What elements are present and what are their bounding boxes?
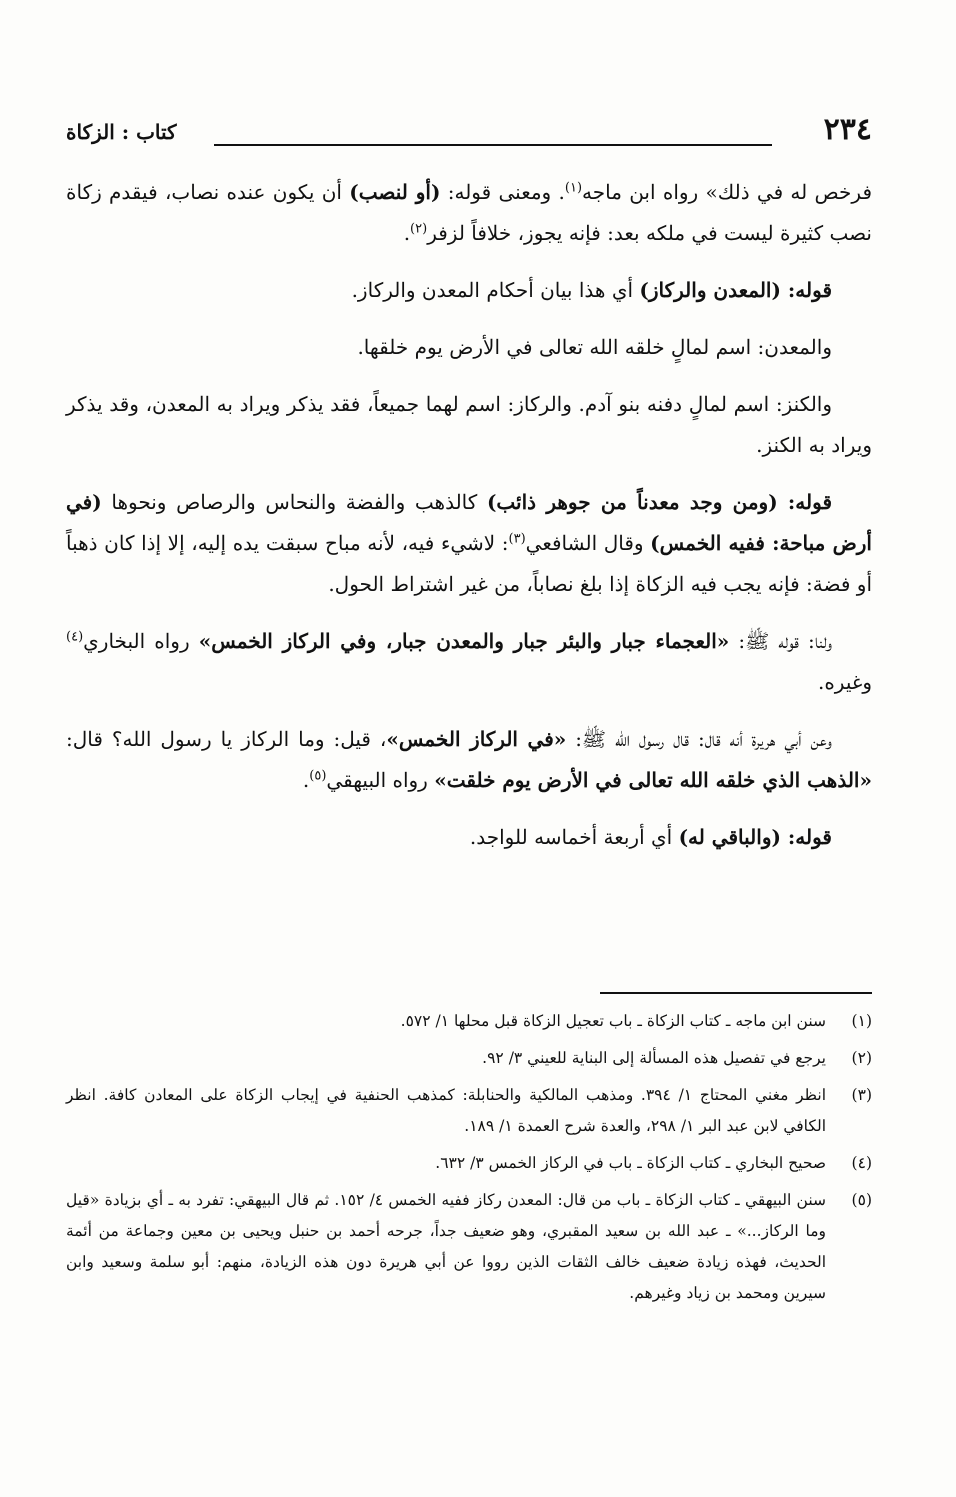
bold-phrase: قوله: (ومن وجد معدناً من جوهر ذائب)	[486, 490, 833, 514]
footnote-text: يرجع في تفصيل هذه المسألة إلى البناية للعيني ٣/ ٩٢.	[482, 1049, 826, 1067]
paragraph-6	[66, 621, 872, 703]
bold-phrase: قوله: (المعدن والركاز)	[639, 278, 832, 302]
footnote-ref-1[interactable]: (١)	[564, 180, 583, 196]
footnote-ref-4[interactable]: (٤)	[66, 629, 84, 645]
text-run: وقال الشافعي	[525, 531, 651, 555]
text-run: .	[403, 221, 411, 245]
footnote-ref-5[interactable]: (٥)	[309, 768, 327, 784]
text-run: رواه البيهقي	[326, 768, 435, 792]
footnote-2	[66, 1043, 872, 1074]
paragraph-3	[66, 327, 872, 368]
text-run: كالذهب والفضة والنحاس والرصاص ونحوها	[101, 490, 487, 514]
text-run: أي أربعة أخماسه للواجد.	[469, 825, 679, 849]
paragraph-5	[66, 482, 872, 605]
footnote-4	[66, 1148, 872, 1179]
text-run: والكنز: اسم لمالٍ دفنه بنو آدم. والركاز: اسم لهما جميعاً، فقد يذكر ويراد به المعدن، وقد يذكر ويراد به الكنز.	[66, 392, 872, 457]
paragraph-7	[66, 719, 872, 801]
header-rule	[214, 144, 772, 146]
footnote-ref-3[interactable]: (٣)	[508, 531, 526, 547]
footnote-number: (١)	[851, 1012, 872, 1030]
chapter-title: كتاب : الزكاة	[66, 120, 177, 144]
footnote-ref-2[interactable]: (٢)	[410, 221, 428, 237]
text-run: ، قيل: وما الركاز يا رسول الله؟ قال:	[66, 727, 387, 751]
text-run: أن يكون عنده نصاب، فيقدم زكاة نصب كثيرة ليست في ملكه بعد: فإنه يجوز، خلافاً لزفر	[66, 180, 872, 245]
text-run: وغيره.	[817, 670, 872, 694]
bold-phrase: «العجماء جبار والبئر جبار والمعدن جبار، وفي الركاز الخمس»	[198, 629, 730, 653]
bold-phrase: «في الركاز الخمس»	[386, 727, 567, 751]
text-run: أي هذا بيان أحكام المعدن والركاز.	[351, 278, 640, 302]
footnote-number: (٢)	[851, 1049, 872, 1067]
text-run: . ومعنى قوله:	[440, 180, 565, 204]
footnote-number: (٣)	[851, 1086, 872, 1104]
paragraph-2	[66, 270, 872, 311]
footnote-text: صحيح البخاري ـ كتاب الزكاة ـ باب في الركاز الخمس ٣/ ٦٣٢.	[435, 1154, 826, 1172]
text-run: وعن أبي هريرة أنه قال: قال رسول الله ﷺ:	[566, 727, 832, 751]
footnote-3	[66, 1080, 872, 1142]
footnote-separator	[600, 992, 872, 994]
bold-phrase: (في أرض مباحة: ففيه الخمس)	[66, 490, 872, 555]
paragraph-1	[66, 172, 872, 254]
main-text	[66, 172, 872, 874]
text-run: : لاشيء فيه، لأنه مباح سبقت يده إليه، إلا إذا كان ذهباً أو فضة: فإنه يجب فيه الزكاة إذا بلغ نصاباً، من غير اشتراط الحول.	[66, 531, 872, 596]
footnotes	[66, 1006, 872, 1315]
page-number: ٢٣٤	[823, 112, 872, 147]
bold-phrase: (أو لنصب)	[349, 180, 441, 204]
running-header	[66, 108, 872, 156]
paragraph-4	[66, 384, 872, 466]
bold-phrase: «الذهب الذي خلقه الله تعالى في الأرض يوم خلقت»	[434, 768, 872, 792]
text-run: فرخص له في ذلك» رواه ابن ماجه	[582, 180, 873, 204]
paragraph-8	[66, 817, 872, 858]
footnote-text: سنن ابن ماجه ـ كتاب الزكاة ـ باب تعجيل الزكاة قبل محلها ١/ ٥٧٢.	[400, 1012, 826, 1030]
footnote-text: سنن البيهقي ـ كتاب الزكاة ـ باب من قال: المعدن ركاز ففيه الخمس ٤/ ١٥٢. ثم قال البيهقي: تفرد به ـ أي بزيادة «قيل وما الركاز...» ـ عبد الله بن سعيد المقبري، وهو ضعيف جداً، جرحه أحمد بن حنبل ويحيى بن معين وجماعة من أئمة الحديث، فهذه زيادة ضعيف خالف الثقات الذين رووا عن أبي هريرة دون هذه الزيادة، منهم: أبو سلمة وسعيد وابن سيرين ومحمد بن زياد وغيرهم.	[66, 1191, 826, 1302]
footnote-1	[66, 1006, 872, 1037]
text-run: والمعدن: اسم لمالٍ خلقه الله تعالى في الأرض يوم خلقها.	[357, 335, 832, 359]
bold-phrase: قوله: (والباقي له)	[678, 825, 832, 849]
footnote-number: (٤)	[851, 1154, 872, 1172]
footnote-text: انظر مغني المحتاج ١/ ٣٩٤. ومذهب المالكية والحنابلة: كمذهب الحنفية في إيجاب الزكاة على المعادن كافة. انظر الكافي لابن عبد البر ١/ ٢٩٨، والعدة شرح العمدة ١/ ١٨٩.	[66, 1086, 826, 1135]
text-run: .	[302, 768, 310, 792]
text-run: رواه البخاري	[83, 629, 199, 653]
footnote-number: (٥)	[851, 1191, 872, 1209]
text-run: ولنا: قوله ﷺ:	[729, 629, 833, 653]
footnote-5	[66, 1185, 872, 1309]
